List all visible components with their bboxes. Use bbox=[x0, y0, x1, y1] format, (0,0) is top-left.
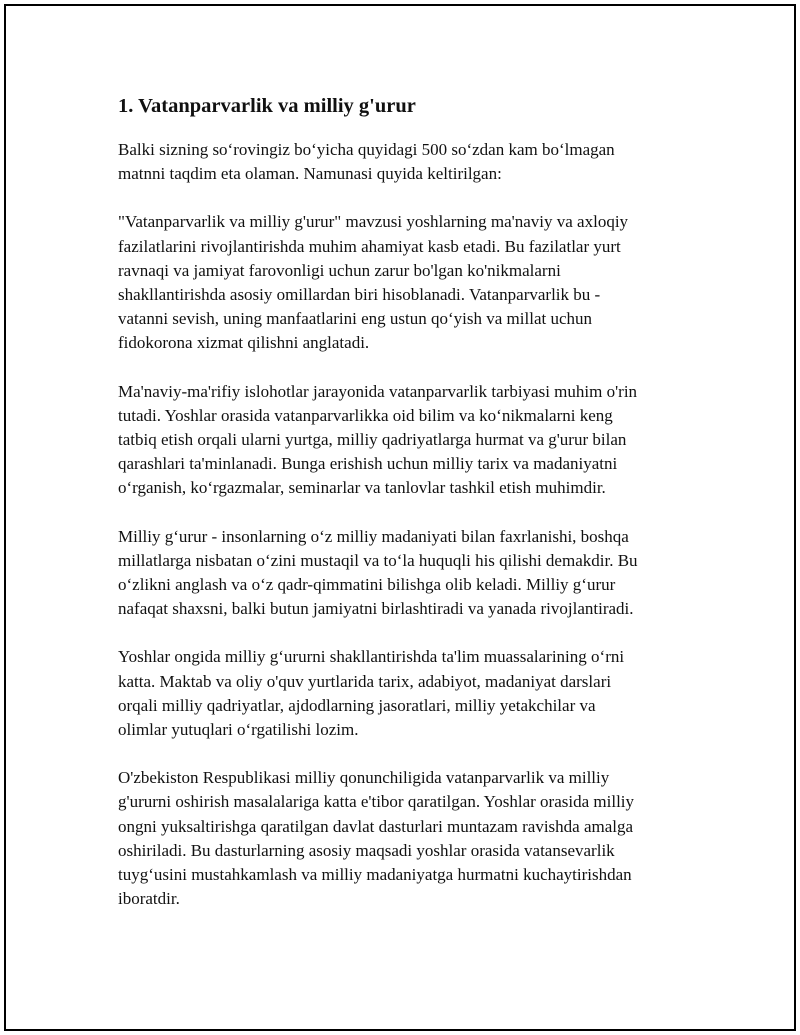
paragraph-education: Yoshlar ongida milliy g‘ururni shakllantirishda ta'lim muassalarining o‘rni katta. Maktab va oliy o'quv yurtlarida tarix, adabiyot, madaniyat darslari orqali milliy qadriyatlar, ajdodlarning jasoratlari, milliy yetakchilar va olimlar yutuqlari o‘rgatilishi lozim. bbox=[118, 647, 625, 740]
paragraph-patriotism: "Vatanparvarlik va milliy g'urur" mavzusi yoshlarning ma'naviy va axloqiy fazilatlarini rivojlantirishda muhim ahamiyat kasb etadi. Bu fazilatlar yurt ravnaqi va jamiyat farovonligi uchun zarur bo'lgan ko'nikmalarni shakllantirishda asosiy omillardan biri hisoblanadi. Vatanparvarlik bu - vatanni sevish, uning manfaatlarini eng ustun qo‘yish va millat uchun fidokorona xizmat qilishni anglatadi. bbox=[118, 212, 629, 353]
paragraph-national-pride: Milliy g‘urur - insonlarning o‘z milliy madaniyati bilan faxrlanishi, boshqa millatlarga nisbatan o‘zini mustaqil va to‘la huquqli his qilishi demakdir. Bu o‘zlikni anglash va o‘z qadr-qimmatini bilishga olib keladi. Milliy g‘urur nafaqat shaxsni, balki butun jamiyatni birlashtiradi va yanada rivojlantiradi. bbox=[118, 526, 638, 619]
paragraph-reforms: Ma'naviy-ma'rifiy islohotlar jarayonida vatanparvarlik tarbiyasi muhim o'rin tutadi. Yoshlar orasida vatanparvarlikka oid bilim va ko‘nikmalarni keng tatbiq etish orqali ularni yurtga, milliy qadriyatlarga hurmat va g'urur bilan qarashlari ta'minlanadi. Bunga erishish uchun milliy tarix va madaniyatni o‘rganish, ko‘rgazmalar, seminarlar va tanlovlar tashkil etish muhimdir. bbox=[118, 381, 638, 498]
document-body bbox=[118, 92, 688, 935]
paragraph-legislation: O'zbekiston Respublikasi milliy qonunchiligida vatanparvarlik va milliy g'ururni oshirish masalalariga katta e'tibor qaratilgan. Yoshlar orasida milliy ongni yuksaltirishga qaratilgan davlat dasturlari muntazam ravishda amalga oshiriladi. Bu dasturlarning asosiy maqsadi yoshlar orasida vatansevarlik tuyg‘usini mustahkamlash va milliy madaniyatga hurmatni kuchaytirishdan iboratdir. bbox=[118, 768, 635, 909]
section-heading: 1. Vatanparvarlik va milliy g'urur bbox=[118, 95, 416, 117]
paragraph-intro: Balki sizning so‘rovingiz bo‘yicha quyidagi 500 so‘zdan kam bo‘lmagan matnni taqdim eta olaman. Namunasi quyida keltirilgan: bbox=[118, 140, 615, 184]
